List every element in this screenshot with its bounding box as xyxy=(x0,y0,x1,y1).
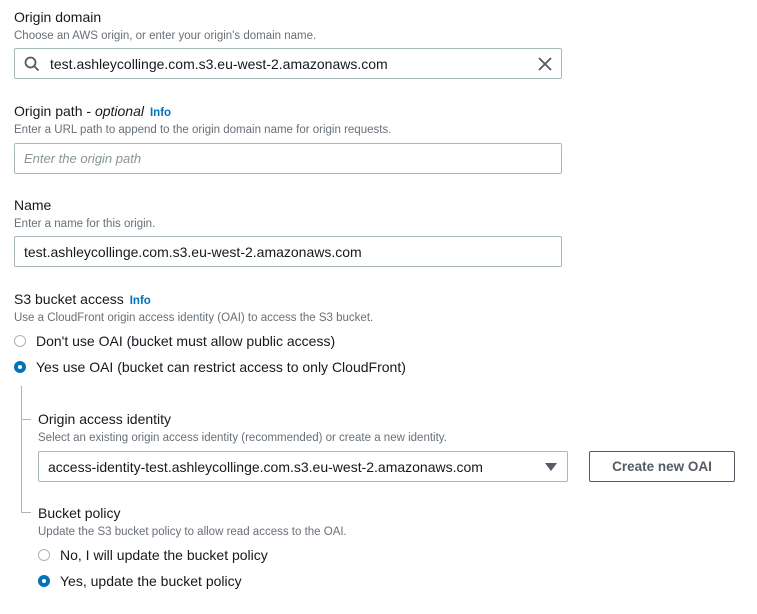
optional-text: optional xyxy=(94,103,144,119)
origin-path-label xyxy=(14,103,171,119)
s3-access-label xyxy=(14,291,151,307)
tree-line xyxy=(21,386,22,513)
origin-domain-description: Choose an AWS origin, or enter your origin's domain name. xyxy=(14,30,317,42)
search-icon xyxy=(24,56,40,72)
name-value: test.ashleycollinge.com.s3.eu-west-2.amazonaws.com xyxy=(24,243,362,260)
radio-label: Yes use OAI (bucket can restrict access to only CloudFront) xyxy=(36,359,406,375)
radio-label: Don't use OAI (bucket must allow public access) xyxy=(36,333,336,349)
name-input[interactable] xyxy=(14,236,562,267)
radio-label: Yes, update the bucket policy xyxy=(60,573,242,589)
radio-circle-selected[interactable] xyxy=(38,575,50,587)
s3-access-label-text: S3 bucket access xyxy=(14,291,124,307)
origin-path-info-link[interactable]: Info xyxy=(149,107,172,119)
radio-circle[interactable] xyxy=(38,549,50,561)
origin-path-description: Enter a URL path to append to the origin domain name for origin requests. xyxy=(14,124,392,136)
s3-access-info-link[interactable]: Info xyxy=(129,295,151,307)
origin-domain-label: Origin domain xyxy=(14,9,102,25)
name-label: Name xyxy=(14,197,52,213)
radio-circle[interactable] xyxy=(14,335,26,347)
radio-yes-update-policy[interactable] xyxy=(38,573,242,589)
s3-access-description: Use a CloudFront origin access identity (OAI) to access the S3 bucket. xyxy=(14,312,374,324)
oai-label: Origin access identity xyxy=(38,411,172,427)
bucket-policy-description: Update the S3 bucket policy to allow read access to the OAI. xyxy=(38,526,347,538)
tree-branch xyxy=(21,512,31,513)
caret-down-icon xyxy=(545,462,557,472)
origin-path-input[interactable] xyxy=(14,143,562,174)
create-new-oai-button[interactable]: Create new OAI xyxy=(589,451,735,482)
oai-select[interactable] xyxy=(38,451,568,482)
origin-domain-value: test.ashleycollinge.com.s3.eu-west-2.amazonaws.com xyxy=(50,55,388,72)
oai-selected-value: access-identity-test.ashleycollinge.com.s3.eu-west-2.amazonaws.com xyxy=(48,458,483,475)
clear-icon[interactable] xyxy=(538,57,552,71)
oai-description: Select an existing origin access identity (recommended) or create a new identity. xyxy=(38,432,447,444)
radio-no-update-policy[interactable] xyxy=(38,547,268,563)
radio-yes-use-oai[interactable] xyxy=(14,359,406,375)
tree-branch xyxy=(21,419,31,420)
radio-label: No, I will update the bucket policy xyxy=(60,547,268,563)
origin-path-label-text: Origin path - xyxy=(14,103,95,119)
origin-domain-input[interactable] xyxy=(14,48,562,79)
radio-dont-use-oai[interactable] xyxy=(14,333,335,349)
radio-circle-selected[interactable] xyxy=(14,361,26,373)
origin-path-placeholder: Enter the origin path xyxy=(24,151,142,166)
bucket-policy-label: Bucket policy xyxy=(38,505,121,521)
name-description: Enter a name for this origin. xyxy=(14,218,156,230)
